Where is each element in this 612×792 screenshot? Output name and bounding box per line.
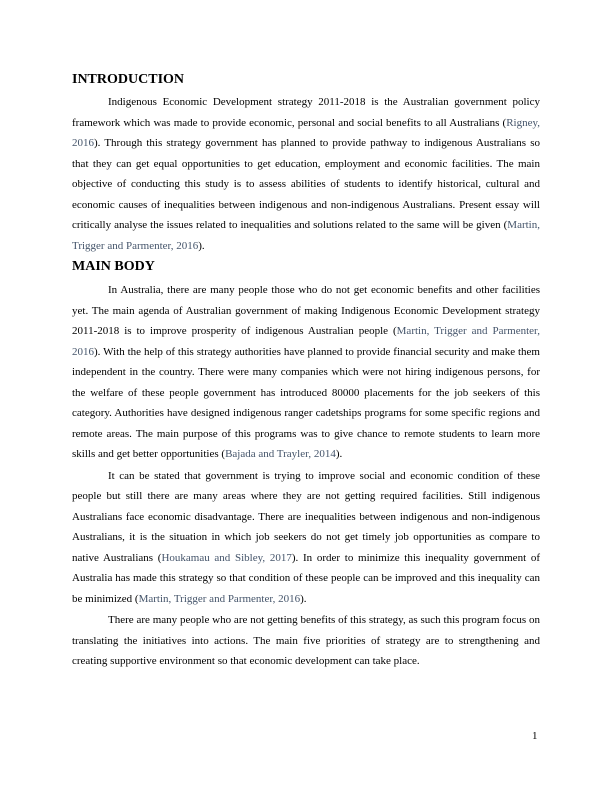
citation: Houkamau and Sibley, 2017 <box>161 551 292 564</box>
text-run: ). With the help of this strategy authorities have planned to provide financial security and make them independent in the country. There were many companies which were not hiring indigenous persons, for the welfare of these people government has introduced 80000 placements for the job seekers of this category. Authorities have designed indigenous ranger cadetships programs for some specific regions and remote areas. The main purpose of this programs was to give chance to remote students to learn more skills and get better opportunities ( <box>72 345 540 460</box>
introduction-paragraph <box>72 92 540 256</box>
text-run: ). <box>198 239 205 252</box>
main-body-paragraph-3: There are many people who are not getting benefits of this strategy, as such this program focus on translating the initiatives into actions. The main five priorities of strategy are to strengthening and creating supportive environment so that economic development can take place. <box>72 614 540 667</box>
citation: Martin, Trigger and Parmenter, 2016 <box>138 592 301 605</box>
text-run: It can be stated that government is trying to improve social and economic condition of these people but still there are many areas where they are not getting required facilities. Still indigenous Australians face economic disadvantage. There are inequalities between indigenous and non-indigenous Australians, it is the situation in which job seekers do not get timely job opportunities as compare to native Australians ( <box>72 469 540 564</box>
text-run: ). <box>300 592 307 605</box>
text-run: ). Through this strategy government has planned to provide pathway to indigenous Australians so that they can get equal opportunities to get education, employment and economic facilities. The main objective of conducting this study is to assess abilities of students to identify historical, cultural and economic causes of inequalities between indigenous and non-indigenous Australians. Present essay will critically analyse the issues related to inequalities and solutions related to the same will be given ( <box>72 137 540 231</box>
citation: Rigney, 2016 <box>72 116 540 149</box>
citation: Martin, Trigger and Parmenter, 2016 <box>72 219 540 252</box>
citation: Bajada and Trayler, 2014 <box>225 448 336 460</box>
text-run: ). <box>335 448 343 460</box>
text-run: Indigenous Economic Development strategy 2011-2018 is the Australian government policy framework which was made to provide economic, personal and social benefits to all Australians ( <box>72 96 540 129</box>
text-run: In Australia, there are many people those who do not get economic benefits and other facilities yet. The main agenda of Australian government of making Indigenous Economic Development strategy 2011-2018 is to improve prosperity of indigenous Australian people ( <box>72 284 540 337</box>
main-body-paragraph-2 <box>72 466 540 610</box>
introduction-heading: INTRODUCTION <box>72 72 185 87</box>
page-content <box>72 70 540 672</box>
citation: Martin, Trigger and Parmenter, 2016 <box>72 325 541 358</box>
page-number: 1 <box>532 730 538 742</box>
main-body-paragraph-1 <box>72 280 540 465</box>
text-run: ). In order to minimize this inequality government of Australia has made this strategy so that condition of these people can be improved and this inequality can be minimized ( <box>72 551 540 605</box>
main-body-heading: MAIN BODY <box>72 259 155 274</box>
